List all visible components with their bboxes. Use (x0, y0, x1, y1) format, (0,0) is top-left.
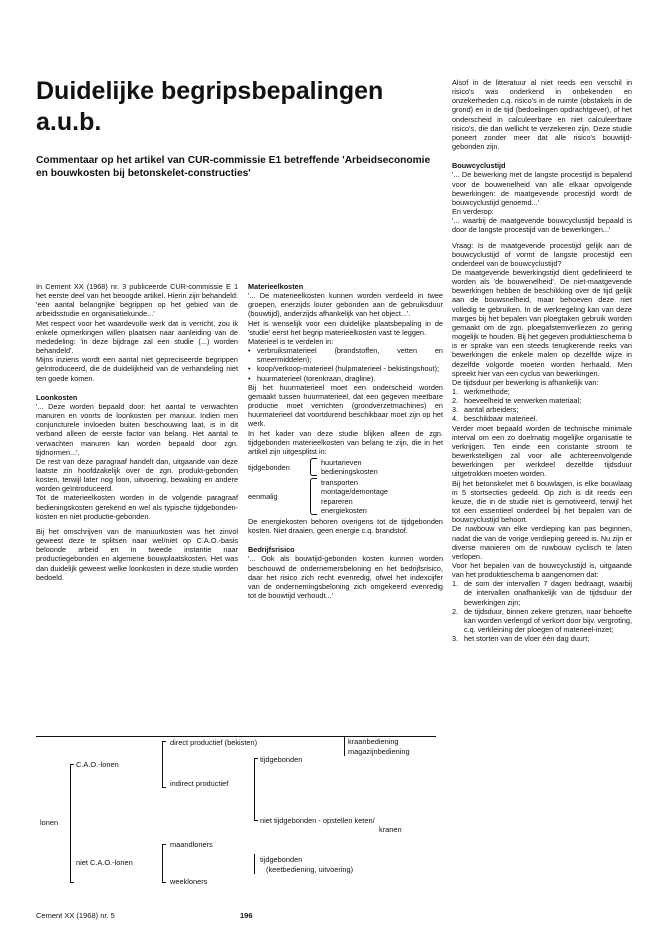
paragraph: De maatgevende bewerkingstijd dient gedefinieerd te worden als 'de bouwenelheid'. De niet-maatgevende bewerkingen hebben de beschikking over de tijd gelijk aan de bouwsnelheid, maar behoeven deze niet volledig te gebruiken. In de werkregeling kan van deze marges bij het bepalen van ploegtaken gebruik worden gemaakt om de zgn. ploegafstemverliezen zo gering mogelijk te houden. Bij het gegeven produktieschema b is er sprake van een steeds terugkerende reeks van bewerkingen die enkele malen op dezelfde wijze in dezelfde volgorde moeten worden herhaald. Men spreekt hier van een cyclus van bewerkingen. (452, 267, 632, 378)
diagram-node-kraanbediening: kraanbediening (348, 737, 399, 746)
diagram-node-weekloners: weekloners (170, 877, 208, 886)
group-item: transporten (321, 478, 358, 488)
group-label: eenmalig (248, 492, 278, 502)
bullet-list (248, 346, 443, 383)
paragraph: De rest van deze paragraaf handelt dan, uitgaande van deze laatste zin hoofdzakelijk over de zgn. produkt-gebonden kosten, terwijl later nog loon, uitvoering, bewaking en andere worden geïntroduceerd. (36, 456, 238, 494)
column-2 (248, 282, 443, 600)
list-item: 3. het storten van de vloer één dag duurt; (452, 634, 590, 644)
brace (254, 758, 255, 820)
diagram-node-tijdgebonden-2: tijdgebonden (260, 855, 303, 864)
paragraph: Bij het omschrijven van de manuurkosten was het zinvol geweest deze te splitsen naar wel/niet op C.A.O.-basis beloonde arbeid en in tweede instantie naar productiegebonden en algemene bouwplaatskosten. Het was dan duidelijk geweest welke loonkosten in deze studie worden bedoeld. (36, 526, 238, 582)
brace (254, 854, 255, 874)
paragraph: '... De materieelkosten kunnen worden verdeeld in twee groepen, enerzijds louter gebonden aan de gebruiksduur (bouwtijd), anderzijds afhankelijk van het object...'. (248, 291, 443, 319)
diagram-node-direct: direct productief (bekisten) (170, 738, 258, 747)
paragraph: Met respect voor het waardevolle werk dat is verricht, zou ik enkele opmerkingen willen plaatsen naar aanleiding van de mededeling: 'in deze bijdrage zal een studie (...) worden behandeld'. (36, 318, 238, 356)
diagram-node-kranen: kranen (379, 825, 402, 834)
paragraph: Bij het huurmaterieel moet een onderscheid worden gemaakt tussen huurmaterieel, dat een gegeven meetbare productie moet verrichten (grondverzetmachines) en huurmaterieel dat voortdurend beschikbaar moet zijn op het werk. (248, 382, 443, 429)
article-subtitle: Commentaar op het artikel van CUR-commissie E1 betreffende 'Arbeidseconomie en bouwkosten bij betonskelet-constructies' (36, 155, 431, 179)
group-label: tijdgebonden (248, 462, 290, 472)
paragraph: '... waarbij de maatgevende bouwcyclustijd bepaald is door de langste procestijd van de bewerkingen...' (452, 216, 632, 235)
list-item: 2. hoeveelheid te verwerken materiaal; (452, 396, 582, 406)
paragraph: In Cement XX (1968) nr. 3 publiceerde CUR-commissie E 1 het eerste deel van het beoogde artikel. Hierin zijn behandeld: 'een aantal belangrijke begrippen op het gebied van de arbeidsstudie en organisatiekunde...' (36, 282, 238, 319)
section-heading-bouwcyclustijd: Bouwcyclustijd (452, 161, 506, 171)
list-item: • koop/verkoop-materieel (hulpmaterieel - bekistingshout); (257, 364, 443, 373)
cost-group-eenmalig (248, 478, 443, 515)
group-item: bedieningskosten (321, 467, 378, 477)
paragraph: '... Deze worden bepaald door: het aantal te verwachten manuren en voorts de loonkosten per manuur. Indien men conjuncturele invloeden buiten beschouwing laat, is in dit verband alleen de eerste factor van belang. Het aantal te verwachten manuren kan worden bepaald door zgn. tijdnormen...'. (36, 401, 238, 457)
diagram-node-magazijnbediening: magazijnbediening (348, 747, 410, 756)
list-item: 4. beschikbaar materieel. (452, 414, 538, 424)
list-item: 2. de tijdsduur, binnen zekere grenzen, naar behoefte kan worden verlengd of verkort door bijv. vergroting, c.q. verkleining der ploegen of materieel-inzet; (452, 606, 632, 635)
paragraph: '... Ook als bouwtijd-gebonden kosten kunnen worden beschouwd de ondernemersbeloning en het bedrijfsrisico, daar het risico zich recht evenredig, ofwel het indexcijfer van de ondernemingsbeloning zich omgekeerd evenredig tot de bouwtijd verhoudt...' (248, 554, 443, 600)
diagram-node-indirect: indirect productief (170, 779, 229, 788)
article-title: Duidelijke begripsbepalingen a.u.b. (36, 77, 384, 136)
brace (310, 478, 317, 515)
paragraph: Het is wenselijk voor een duidelijke plaatsbepaling in de 'studie' eerst het begrip materieelkosten vast te leggen. (248, 318, 443, 337)
section-heading-materieelkosten: Materieelkosten (248, 282, 304, 291)
numbered-list (452, 387, 632, 424)
diagram-node-cao: C.A.O.-lonen (76, 760, 119, 769)
column-1 (36, 282, 238, 582)
paragraph: Alsof in de litteratuur al niet reeds een verschil in risico's was onderkend in onbekenden en onzekerheden c.q. risico's in de ruimte (obstakels in de grond) en in de tijd (bedoelingen opdrachtgever), of het onderscheid in calculeerbare en niet calculeerbare risico's, die dan wellicht te verzekeren zijn. Deze studie poneert zonder meer dat alle risico's bouwtijd-gebonden zijn. (452, 78, 632, 152)
list-item: 1. werkmethode; (452, 387, 510, 396)
paragraph: Voor het bepalen van de bouwcyclustijd is, uitgaande van het produktieschema b aangenomen dat: (452, 560, 632, 580)
group-item: montage/demontage (321, 487, 388, 497)
group-item: huurtarieven (321, 457, 362, 467)
section-heading-loonkosten: Loonkosten (36, 392, 78, 402)
paragraph: Verder moet bepaald worden de technische minimale interval om een zo doelmatig mogelijke organisatie te verkrijgen. Ten einde een constante stroom te bewerkstelligen zal voor alle achtereenvolgende bewerkingen per werkdeel dezelfde tijdsduur uitgetrokken moeten worden. (452, 423, 632, 479)
brace (162, 844, 163, 882)
list-item: • verbruiksmaterieel (brandstoffen, vetten en smeermiddelen); (257, 346, 443, 364)
list-item: 3. aantal arbeiders; (452, 405, 519, 415)
list-item: • huurmaterieel (torenkraan, dragline). (257, 374, 443, 383)
paragraph: Tot de materieelkosten worden in de volgende paragraaf bedieningskosten gerekend en wel als typische tijdgebonden-kosten en niet productie-gebonden. (36, 493, 238, 521)
paragraph: In het kader van deze studie blijken alleen de zgn. tijdgebonden materieelkosten van belang te zijn, die in het artikel zijn uitgesplitst in: (248, 428, 443, 456)
brace (310, 458, 317, 476)
footer-journal: Cement XX (1968) nr. 5 (36, 911, 115, 920)
diagram-node-maandloners: maandloners (170, 840, 213, 849)
brace (162, 741, 163, 787)
cost-group-tijdgebonden (248, 458, 443, 476)
column-3 (452, 78, 632, 643)
paragraph: Vraag: Is de maatgevende procestijd gelijk aan de bouwcyclustijd of vormt de langste procestijd een onderdeel van de bouwcyclustijd? (452, 240, 632, 268)
wage-classification-diagram (36, 736, 446, 886)
diagram-node-lonen: lonen (40, 818, 59, 827)
paragraph: Bij het betonskelet met 6 bouwlagen, is elke bouwlaag in 5 stortsecties gedeeld. Op zich is dit reeds een keuze, die in de studie niet is gemotiveerd, terwijl het tot een essentieel onderdeel bij het bepalen van de bouwcyclustijd behoort. (452, 478, 632, 525)
paragraph: De tijdsduur per bewerking is afhankelijk van: (452, 377, 599, 387)
group-item: energiekosten (321, 505, 367, 515)
diagram-node-niet-cao: niet C.A.O.-lonen (76, 858, 133, 867)
diagram-node-keet: (keetbediening, uitvoering) (266, 865, 354, 874)
list-item: 1. de som der intervallen 7 dagen bedraagt, waarbij de intervallen onafhankelijk van de tijdsduur der bewerkingen zijn; (452, 579, 632, 607)
brace (344, 736, 345, 756)
numbered-list (452, 579, 632, 643)
diagram-node-niet-tijdgebonden: niet tijdgebonden - opstellen keten/ (260, 816, 375, 825)
group-item: repareren (321, 496, 353, 506)
section-heading-bedrijfsrisico: Bedrijfsrisico (248, 545, 295, 555)
paragraph: De energiekosten behoren overigens tot de tijdgebonden kosten. Niet draaien, geen energie c.q. brandstof. (248, 516, 443, 536)
diagram-node-tijdgebonden: tijdgebonden (260, 755, 303, 764)
paragraph: Materieel is te verdelen in: (248, 336, 334, 346)
paragraph: En verderop: (452, 207, 494, 217)
brace (70, 764, 71, 882)
paragraph: De ruwbouw van elke verdieping kan pas beginnen, nadat die van de vorige verdieping gereed is. Nu zijn er diverse manieren om de ruwbouw cyclisch te laten verlopen. (452, 524, 632, 561)
page-number: 196 (240, 911, 253, 920)
paragraph: '... De bewerking met de langste procestijd is bepalend voor de bouwenelheid van alle elkaar opvolgende bewerkingen: de maatgevende procestijd wordt de bouwcyclustijd genoemd...' (452, 170, 632, 207)
paragraph: Mijns inziens wordt een aantal niet gepreciseerde begrippen geïntroduceerd, die de duidelijkheid van de verhandeling niet ten goede komen. (36, 355, 238, 383)
